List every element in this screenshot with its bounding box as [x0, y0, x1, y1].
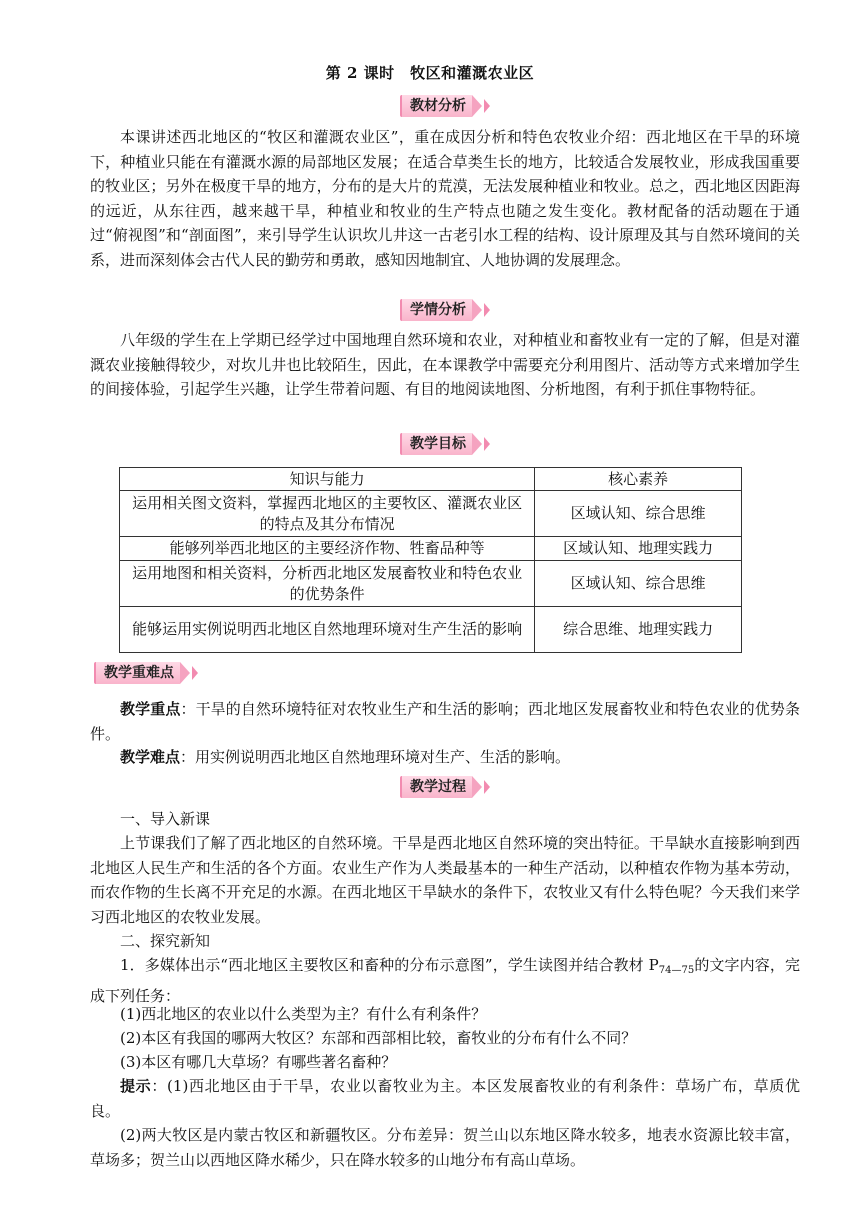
section-badge-process — [400, 776, 490, 798]
table-cell: 运用地图和相关资料，分析西北地区发展畜牧业和特色农业的优势条件 — [120, 561, 535, 607]
hint-paragraph-2: (2)两大牧区是内蒙古牧区和新疆牧区。分布差异：贺兰山以东地区降水较多，地表水资源比较丰富，草场多；贺兰山以西地区降水稀少，只在降水较多的山地分布有高山草场。 — [90, 1126, 800, 1169]
section-badge-analysis — [400, 95, 490, 117]
task-intro — [90, 953, 800, 1008]
table-row — [120, 607, 742, 653]
table-cell: 综合思维、地理实践力 — [535, 607, 742, 653]
table-cell: 区域认知、地理实践力 — [535, 537, 742, 561]
students-paragraph: 八年级的学生在上学期已经学过中国地理自然环境和农业，对种植业和畜牧业有一定的了解，但是对灌溉农业接触得较少，对坎儿井也比较陌生，因此，在本课教学中需要充分利用图片、活动等方式来增加学生的间接体验，引起学生兴趣，让学生带着问题、有目的地阅读地图、分析地图，有利于抓住事物特征。 — [90, 331, 800, 398]
focus-label: 教学重点 — [120, 700, 181, 718]
hint-label: 提示 — [120, 1077, 152, 1095]
table-header-cell: 核心素养 — [535, 468, 742, 491]
task-intro-text-b: 的文字内容，完成下列任务： — [90, 956, 800, 1005]
goals-table — [119, 467, 742, 653]
task-intro-text-a: 1．多媒体出示“西北地区主要牧区和畜种的分布示意图”，学生读图并结合教材 P — [120, 956, 659, 974]
arrow-small-icon — [484, 780, 490, 794]
section-label: 教学过程 — [400, 776, 472, 798]
focus-paragraph — [90, 697, 800, 746]
table-header-row — [120, 468, 742, 491]
table-row — [120, 537, 742, 561]
hint-text-1: ：(1)西北地区由于干旱，农业以畜牧业为主。本区发展畜牧业的有利条件：草场广布，草质优良。 — [90, 1077, 800, 1120]
arrow-icon — [472, 299, 482, 321]
table-row — [120, 561, 742, 607]
difficulty-label: 教学难点 — [120, 748, 181, 766]
difficulty-paragraph — [90, 745, 800, 770]
focus-text: ：干旱的自然环境特征对农牧业生产和生活的影响；西北地区发展畜牧业和特色农业的优势条件。 — [90, 700, 800, 743]
arrow-icon — [180, 662, 190, 684]
analysis-paragraph: 本课讲述西北地区的“牧区和灌溉农业区”，重在成因分析和特色农牧业介绍：西北地区在干旱的环境下，种植业只能在有灌溉水源的局部地区发展；在适合草类生长的地方，比较适合发展牧业，形成我国重要的牧业区；另外在极度干旱的地方，分布的是大片的荒漠，无法发展种植业和牧业。总之，西北地区因距海的远近，从东往西，越来越干旱，种植业和牧业的生产特点也随之发生变化。教材配备的活动题在于通过“俯视图”和“剖面图”，来引导学生认识坎儿井这一古老引水工程的结构、设计原理及其与自然环境间的关系，进而深刻体会古代人民的勤劳和勇敢，感知因地制宜、人地协调的发展理念。 — [90, 128, 800, 269]
question-2: (2)本区有我国的哪两大牧区？东部和西部相比较，畜牧业的分布有什么不同？ — [120, 1029, 637, 1047]
table-row — [120, 491, 742, 537]
arrow-icon — [472, 776, 482, 798]
intro-heading: 一、导入新课 — [120, 810, 211, 828]
explore-heading: 二、探究新知 — [120, 932, 211, 950]
intro-paragraph: 上节课我们了解了西北地区的自然环境。干旱是西北地区自然环境的突出特征。干旱缺水直接影响到西北地区人民生产和生活的各个方面。农业生产作为人类最基本的一种生产活动，以种植农作物为基本劳动，而农作物的生长离不开充足的水源。在西北地区干旱缺水的条件下，农牧业又有什么特色呢？今天我们来学习西北地区的农牧业发展。 — [90, 834, 800, 926]
section-badge-keypoints — [94, 662, 198, 684]
question-3: (3)本区有哪几大草场？有哪些著名畜种？ — [120, 1053, 397, 1071]
arrow-icon — [472, 95, 482, 117]
hint-paragraph — [90, 1074, 800, 1123]
section-label: 教学目标 — [400, 433, 472, 455]
difficulty-text: ：用实例说明西北地区自然地理环境对生产、生活的影响。 — [180, 748, 571, 766]
section-badge-students — [400, 299, 490, 321]
section-label: 教材分析 — [400, 95, 472, 117]
table-cell: 区域认知、综合思维 — [535, 561, 742, 607]
section-label: 学情分析 — [400, 299, 472, 321]
table-cell: 运用相关图文资料，掌握西北地区的主要牧区、灌溉农业区的特点及其分布情况 — [120, 491, 535, 537]
section-badge-goals — [400, 433, 490, 455]
arrow-small-icon — [484, 99, 490, 113]
task-intro-pages: 74—75 — [658, 965, 695, 976]
arrow-small-icon — [484, 303, 490, 317]
table-cell: 能够列举西北地区的主要经济作物、牲畜品种等 — [120, 537, 535, 561]
arrow-icon — [472, 433, 482, 455]
table-header-cell: 知识与能力 — [120, 468, 535, 491]
page-title: 第 2 课时 牧区和灌溉农业区 — [325, 64, 535, 82]
question-1: (1)西北地区的农业以什么类型为主？有什么有利条件？ — [120, 1005, 487, 1023]
arrow-small-icon — [192, 666, 198, 680]
table-cell: 能够运用实例说明西北地区自然地理环境对生产生活的影响 — [120, 607, 535, 653]
section-label: 教学重难点 — [94, 662, 180, 684]
arrow-small-icon — [484, 437, 490, 451]
table-cell: 区域认知、综合思维 — [535, 491, 742, 537]
